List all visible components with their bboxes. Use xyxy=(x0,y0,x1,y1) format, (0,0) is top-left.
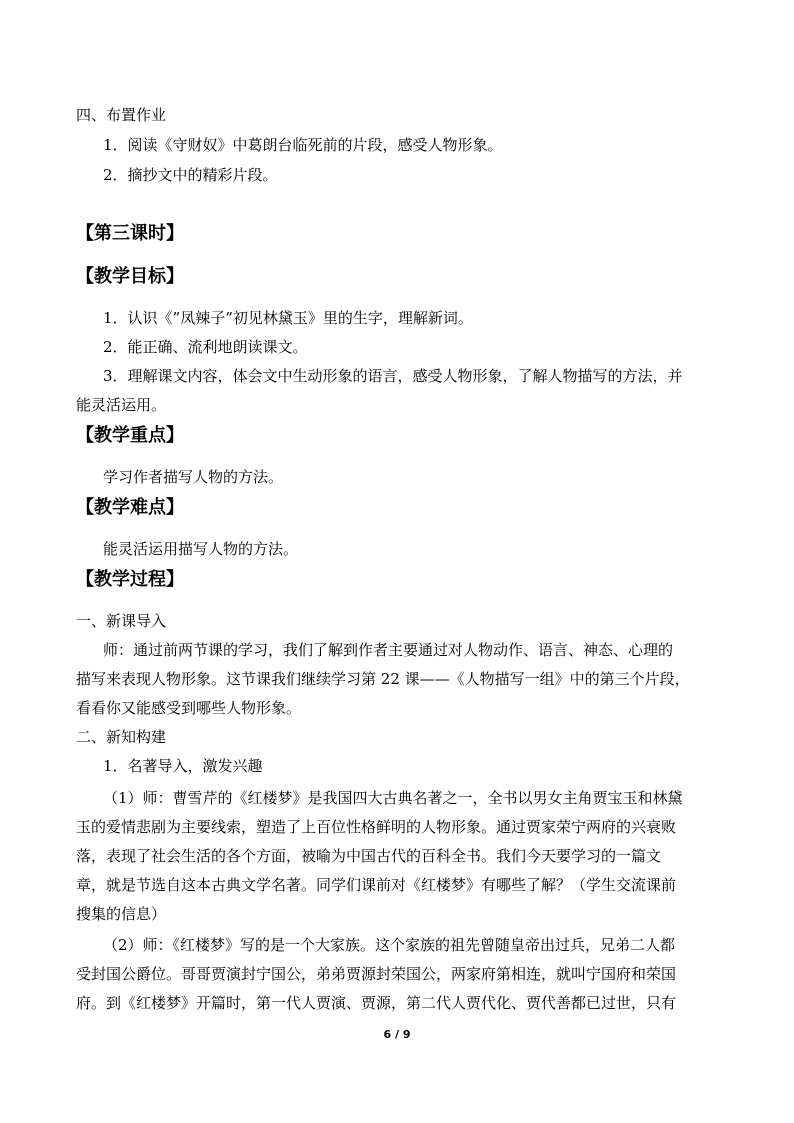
goal-item-3-line-2: 能灵活运用。 xyxy=(76,396,167,414)
homework-title: 四、布置作业 xyxy=(76,106,167,124)
difficulty-text: 能灵活运用描写人物的方法。 xyxy=(103,540,299,558)
page-number: 6 / 9 xyxy=(383,1028,411,1041)
goals-heading: 【教学目标】 xyxy=(76,266,184,287)
key-point-text: 学习作者描写人物的方法。 xyxy=(103,468,284,486)
paragraph-2-line-3: 府。到《红楼梦》开篇时，第一代人贾演、贾源，第二代人贾代化、贾代善都已过世，只有 xyxy=(76,994,677,1012)
section-1-title: 一、新课导入 xyxy=(76,612,167,630)
intro-line-3: 看看你又能感受到哪些人物形象。 xyxy=(76,699,302,717)
paragraph-1-line-4: 章，就是节选自这本古典文学名著。同学们课前对《红楼梦》有哪些了解？（学生交流课前 xyxy=(76,876,677,894)
paragraph-1-line-1: （1）师：曹雪芹的《红楼梦》是我国四大古典名著之一，全书以男女主角贾宝玉和林黛 xyxy=(103,789,683,807)
process-heading: 【教学过程】 xyxy=(76,569,184,590)
subsection-1-title: 1．名著导入，激发兴趣 xyxy=(103,757,263,775)
difficulty-heading: 【教学难点】 xyxy=(76,497,184,518)
paragraph-1-line-3: 落，表现了社会生活的各个方面，被喻为中国古代的百科全书。我们今天要学习的一篇文 xyxy=(76,847,662,865)
intro-line-2: 描写来表现人物形象。这节课我们继续学习第 22 课——《人物描写一组》中的第三个片段， xyxy=(76,670,690,688)
lesson-heading: 【第三课时】 xyxy=(76,223,184,244)
paragraph-2-line-2: 受封国公爵位。哥哥贾演封宁国公，弟弟贾源封荣国公，两家府第相连，就叫宁国府和荣国 xyxy=(76,965,677,983)
paragraph-1-line-2: 玉的爱情悲剧为主要线索，塑造了上百位性格鲜明的人物形象。通过贾家荣宁两府的兴衰败 xyxy=(76,818,677,836)
section-2-title: 二、新知构建 xyxy=(76,728,167,746)
homework-item-1: 1．阅读《守财奴》中葛朗台临死前的片段，感受人物形象。 xyxy=(103,136,503,154)
paragraph-1-line-5: 搜集的信息） xyxy=(76,905,167,923)
paragraph-2-line-1: （2）师：《红楼梦》写的是一个大家族。这个家族的祖先曾随皇帝出过兵，兄弟二人都 xyxy=(103,936,676,954)
goal-item-1: 1．认识《”凤辣子”初见林黛玉》里的生字，理解新词。 xyxy=(103,309,473,327)
goal-item-2: 2．能正确、流利地朗读课文。 xyxy=(103,338,308,356)
homework-item-2: 2．摘抄文中的精彩片段。 xyxy=(103,166,278,184)
key-point-heading: 【教学重点】 xyxy=(76,425,184,446)
goal-item-3-line-1: 3．理解课文内容，体会文中生动形象的语言，感受人物形象，了解人物描写的方法，并 xyxy=(103,367,683,385)
intro-line-1: 师：通过前两节课的学习，我们了解到作者主要通过对人物动作、语言、神态、心理的 xyxy=(103,641,674,659)
